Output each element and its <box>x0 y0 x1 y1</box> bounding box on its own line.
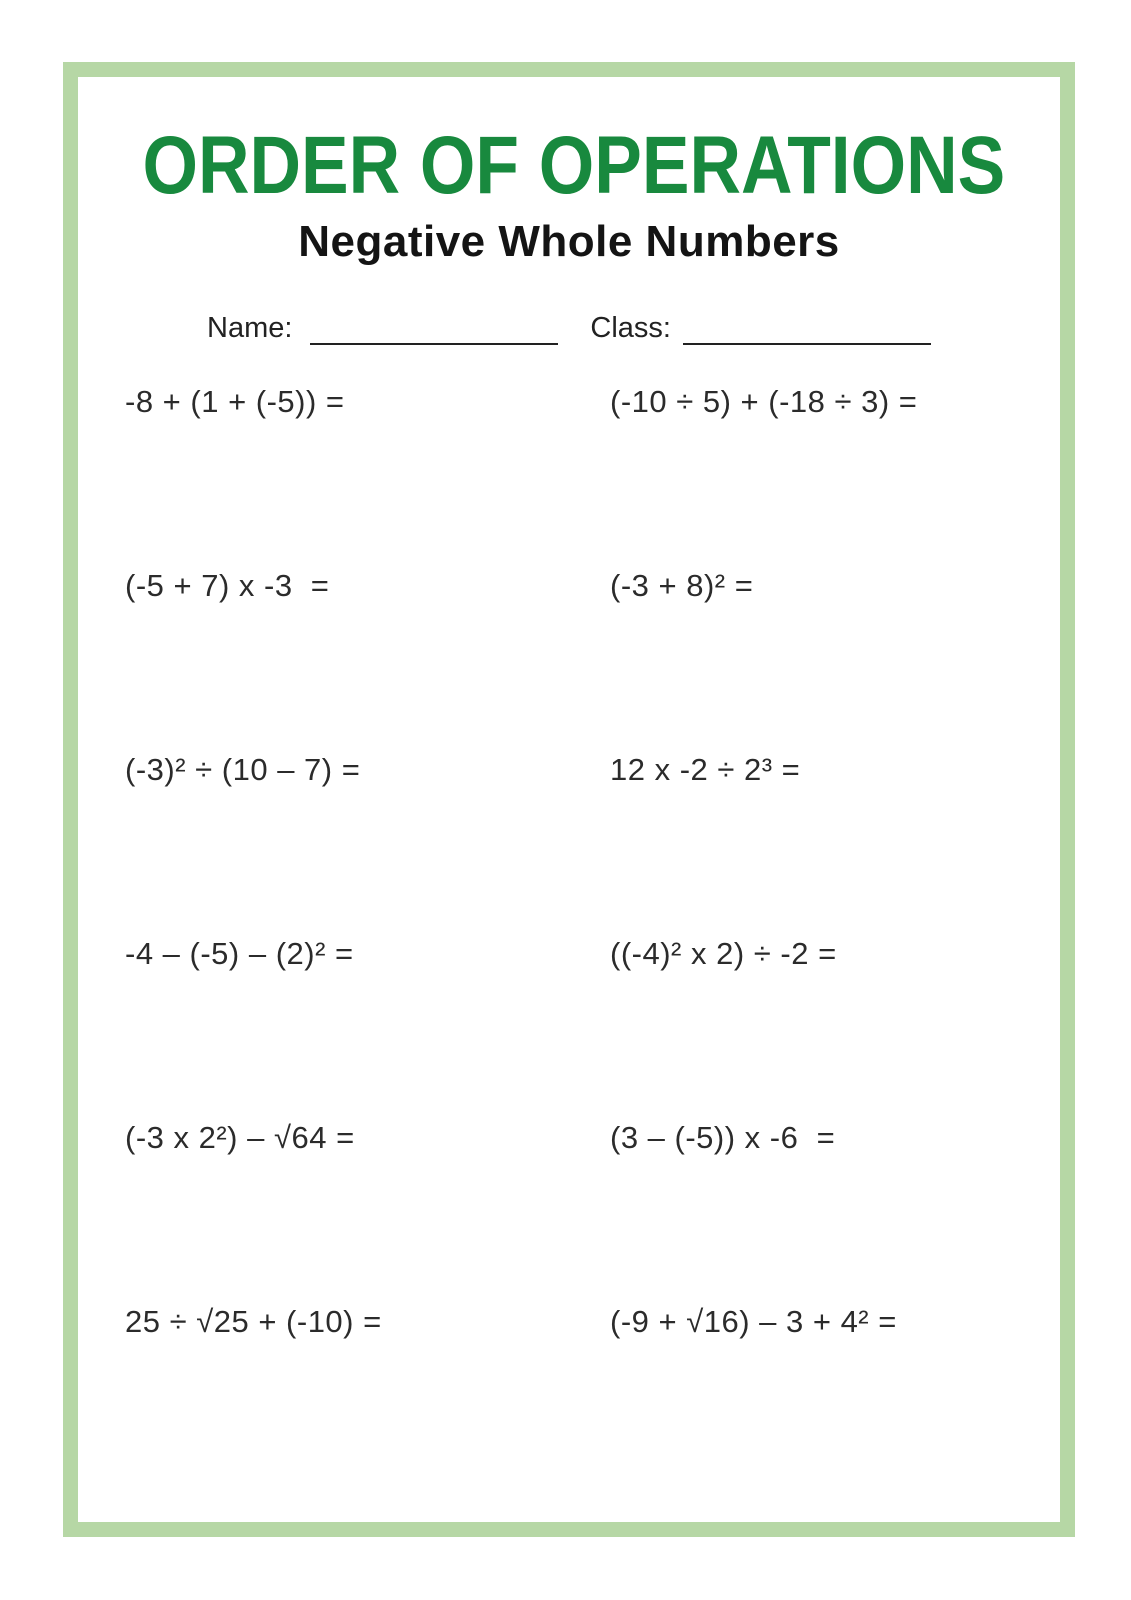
name-label: Name: <box>207 311 293 344</box>
class-blank-line[interactable] <box>683 311 931 345</box>
name-class-row <box>78 311 1060 345</box>
name-blank-line[interactable] <box>310 311 558 345</box>
problem-6-right: (-9 + √16) – 3 + 4² = <box>610 1304 897 1339</box>
problem-3-left: (-3)² ÷ (10 – 7) = <box>125 752 361 787</box>
problem-4-left: -4 – (-5) – (2)² = <box>125 936 354 971</box>
problem-1-right: (-10 ÷ 5) + (-18 ÷ 3) = <box>610 384 918 419</box>
problem-2-right: (-3 + 8)² = <box>610 568 754 603</box>
page-title <box>78 120 1060 211</box>
problem-5-left: (-3 x 2²) – √64 = <box>125 1120 355 1155</box>
page-subtitle: Negative Whole Numbers <box>298 217 840 266</box>
class-label: Class: <box>590 311 671 344</box>
problems-grid <box>78 383 1060 1487</box>
problem-2-left: (-5 + 7) x -3 = <box>125 568 330 603</box>
problem-1-left: -8 + (1 + (-5)) = <box>125 384 345 419</box>
worksheet-page-frame <box>63 62 1075 1537</box>
problem-6-left: 25 ÷ √25 + (-10) = <box>125 1304 382 1339</box>
problem-5-right: (3 – (-5)) x -6 = <box>610 1120 836 1155</box>
problem-4-right: ((-4)² x 2) ÷ -2 = <box>610 936 837 971</box>
problem-3-right: 12 x -2 ÷ 2³ = <box>610 752 801 787</box>
page-title-text: ORDER OF OPERATIONS <box>142 120 1006 211</box>
